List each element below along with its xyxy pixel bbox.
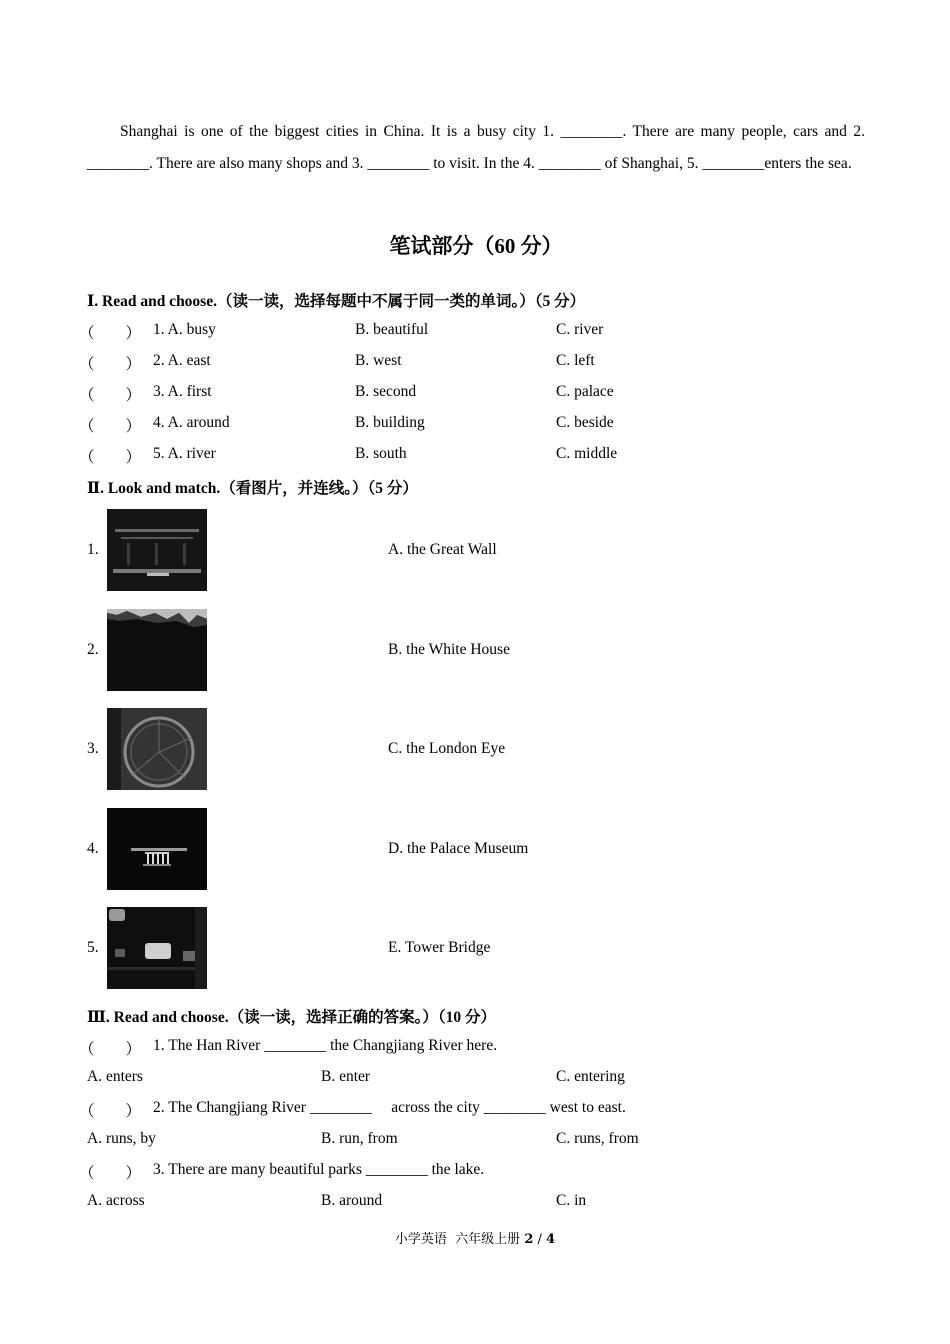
option-a: 3. A. first <box>153 383 212 400</box>
option-a: A. enters <box>87 1068 143 1085</box>
option-c: C. in <box>556 1192 587 1209</box>
answer-paren: （ ） <box>79 325 142 342</box>
match-label: E. Tower Bridge <box>388 939 491 956</box>
answer-paren: （ ） <box>79 449 142 466</box>
question-text: 3. There are many beautiful parks ________ the lake. <box>153 1161 485 1178</box>
section3-options <box>87 1130 865 1152</box>
page-footer <box>0 1228 950 1247</box>
section1-item <box>79 414 865 436</box>
option-c: C. left <box>556 352 595 369</box>
match-number: 5. <box>87 939 99 956</box>
section1-item <box>79 352 865 374</box>
section3-question <box>79 1161 865 1183</box>
answer-paren: （ ） <box>79 1165 142 1182</box>
option-b: B. beautiful <box>355 321 429 338</box>
match-label: A. the Great Wall <box>388 541 497 558</box>
question-text: 2. The Changjiang River ________ across the city ________ west to east. <box>153 1099 626 1116</box>
section3-options <box>87 1068 865 1090</box>
match-number: 2. <box>87 641 99 658</box>
match-number: 4. <box>87 840 99 857</box>
answer-paren: （ ） <box>79 1041 142 1058</box>
listening-passage: Shanghai is one of the biggest cities in China. It is a busy city 1. ________. There are many people, cars and 2. ________. There are also many shops and 3. ________ to visit. In the 4. ________ of Shanghai, 5. ________enters the sea. <box>87 123 865 172</box>
question-text: 1. The Han River ________ the Changjiang River here. <box>153 1037 498 1054</box>
page-separator: / <box>533 1232 547 1247</box>
match-label: D. the Palace Museum <box>388 840 529 857</box>
page-number: 2 <box>524 1232 534 1247</box>
section1-heading: Ⅰ. Read and choose.（读一读，选择每题中不属于同一类的单词。）（5 分） <box>87 293 586 310</box>
section3-heading: Ⅲ. Read and choose.（读一读，选择正确的答案。）（10 分） <box>87 1009 496 1026</box>
option-b: B. enter <box>321 1068 371 1085</box>
match-label: B. the White House <box>388 641 510 658</box>
photo-tower-bridge <box>107 907 207 989</box>
section3-options <box>87 1192 865 1214</box>
option-b: B. around <box>321 1192 383 1209</box>
option-a: 5. A. river <box>153 445 216 462</box>
section2-heading: Ⅱ. Look and match.（看图片，并连线。）（5 分） <box>87 480 418 497</box>
photo-london-eye <box>107 708 207 790</box>
option-a: 1. A. busy <box>153 321 216 338</box>
option-c: C. entering <box>556 1068 625 1085</box>
footer-text: 小学英语 六年级上册 <box>394 1232 525 1247</box>
section3-question <box>79 1037 865 1059</box>
option-b: B. west <box>355 352 402 369</box>
option-c: C. palace <box>556 383 614 400</box>
option-b: B. south <box>355 445 407 462</box>
answer-paren: （ ） <box>79 356 142 373</box>
option-b: B. building <box>355 414 425 431</box>
match-number: 1. <box>87 541 99 558</box>
answer-paren: （ ） <box>79 387 142 404</box>
written-section-title: 笔试部分（60 分） <box>389 234 563 258</box>
option-a: A. runs, by <box>87 1130 156 1147</box>
photo-white-house <box>107 808 207 890</box>
section3-question <box>79 1099 865 1121</box>
option-a: A. across <box>87 1192 145 1209</box>
answer-paren: （ ） <box>79 1103 142 1120</box>
page-total: 4 <box>546 1232 556 1247</box>
option-c: C. beside <box>556 414 614 431</box>
option-c: C. middle <box>556 445 618 462</box>
option-c: C. runs, from <box>556 1130 639 1147</box>
option-b: B. second <box>355 383 417 400</box>
photo-palace-museum <box>107 509 207 591</box>
match-label: C. the London Eye <box>388 740 506 757</box>
match-number: 3. <box>87 740 99 757</box>
option-b: B. run, from <box>321 1130 398 1147</box>
photo-great-wall <box>107 609 207 691</box>
option-a: 2. A. east <box>153 352 211 369</box>
section1-item <box>79 445 865 467</box>
option-c: C. river <box>556 321 604 338</box>
section1-item <box>79 383 865 405</box>
section1-item <box>79 321 865 343</box>
answer-paren: （ ） <box>79 418 142 435</box>
option-a: 4. A. around <box>153 414 230 431</box>
